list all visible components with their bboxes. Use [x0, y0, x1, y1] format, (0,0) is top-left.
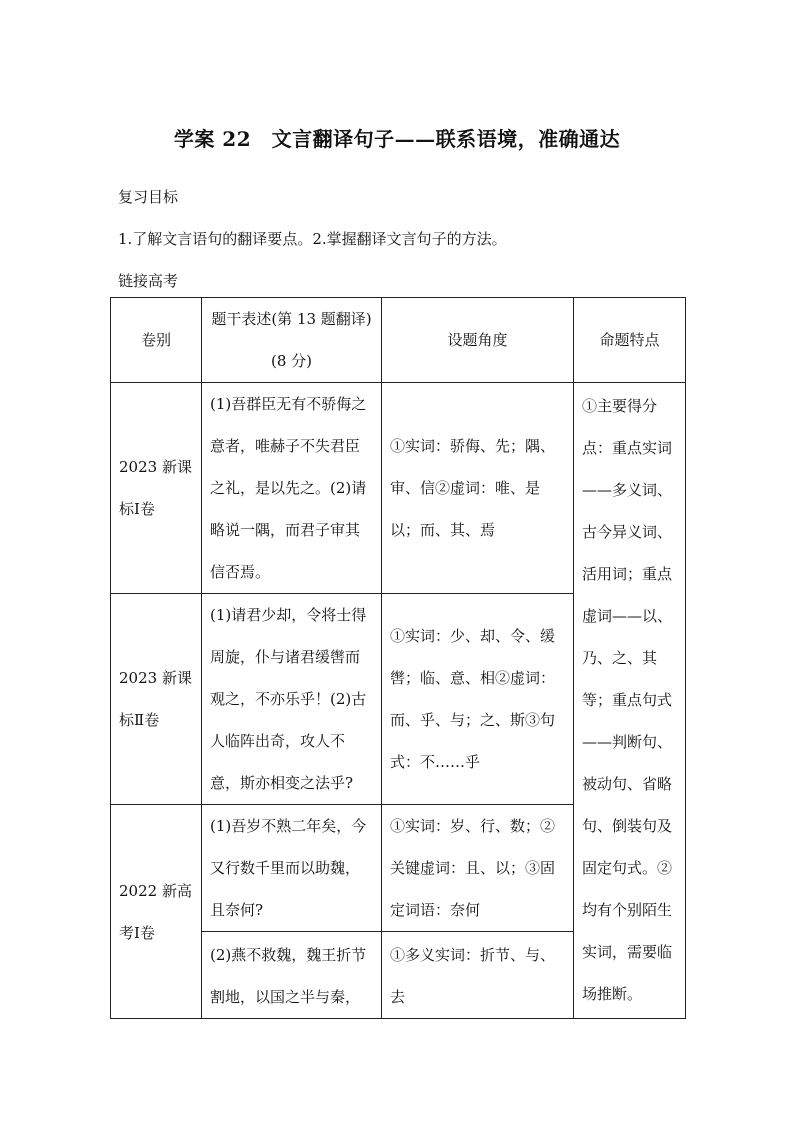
row-paper: 2023 新课标Ⅰ卷: [111, 383, 202, 594]
exam-table: [110, 297, 686, 1019]
header-angle: 设题角度: [382, 298, 574, 383]
header-question: 题干表述(第 13 题翻译)(8 分): [202, 298, 382, 383]
header-features: 命题特点: [574, 298, 686, 383]
table-header-row: [111, 298, 686, 383]
review-goals-text: 1.了解文言语句的翻译要点。2.掌握翻译文言句子的方法。: [118, 230, 507, 248]
header-paper: 卷别: [111, 298, 202, 383]
row-question: (1)请君少却，令将士得周旋，仆与诸君缓辔而观之，不亦乐乎！(2)古人临阵出奇，攻人不意，斯亦相变之法乎?: [202, 594, 382, 805]
row-question: (1)吾群臣无有不骄侮之意者，唯赫子不失君臣之礼，是以先之。(2)请略说一隅，而君子审其信否焉。: [202, 383, 382, 594]
row-angle: ①实词：少、却、令、缓辔；临、意、相②虚词：而、乎、与；之、斯③句式：不……乎: [382, 594, 574, 805]
features-cell: ①主要得分点：重点实词——多义词、古今异义词、活用词；重点虚词——以、乃、之、其等；重点句式——判断句、被动句、省略句、倒装句及固定句式。②均有个别陌生实词，需要临场推断。: [574, 383, 686, 1019]
row-paper: 2023 新课标Ⅱ卷: [111, 594, 202, 805]
link-exam-heading: 链接高考: [118, 272, 179, 290]
row-angle: ①实词：岁、行、数；②关键虚词：且、以；③固定词语：奈何: [382, 805, 574, 932]
row-angle: ①实词：骄侮、先；隅、审、信②虚词：唯、是以；而、其、焉: [382, 383, 574, 594]
review-goals-heading: 复习目标: [118, 188, 179, 206]
page-title: 学案 22 文言翻译句子——联系语境，准确通达: [173, 127, 621, 151]
row-paper: 2022 新高考Ⅰ卷: [111, 805, 202, 1019]
row-question: (1)吾岁不熟二年矣，今又行数千里而以助魏，且奈何?: [202, 805, 382, 932]
table-row: [111, 383, 686, 594]
row-question: (2)燕不救魏，魏王折节割地，以国之半与秦，: [202, 932, 382, 1019]
row-angle: ①多义实词：折节、与、去: [382, 932, 574, 1019]
